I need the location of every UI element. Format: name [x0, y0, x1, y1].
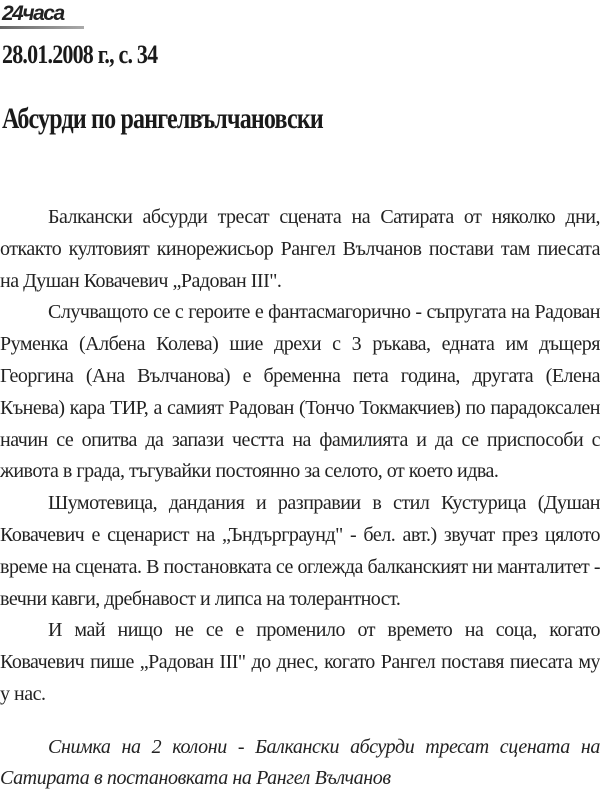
publication-date: 28.01.2008 г., с. 34 — [2, 39, 158, 69]
article-title: Абсурди по рангелвълчановски — [2, 103, 323, 136]
photo-caption — [0, 732, 600, 794]
logo-text: 24часа — [2, 2, 64, 25]
paragraph: И май нищо не се е променило от времето на соца, когато Ковачевич пише „Радован III" до днес, когато Рангел поставя пиесата му у нас. — [0, 619, 600, 705]
article-body — [0, 202, 600, 711]
paragraph: Балкански абсурди тресат сцената на Сатирата от няколко дни, откакто култовият кинорежисьор Рангел Вълчанов постави там пиесата на Душан Ковачевич „Радован III". — [0, 206, 600, 292]
paragraph: Случващото се с героите е фантасмагорично - съпругата на Радован Руменка (Албена Колева) шие дрехи с 3 ръкава, едната им дъщеря Георгина (Ана Вълчанова) е бременна пета година, другата (Елена Кънева) кара ТИР, а самият Радован (Тончо Токмакчиев) по парадоксален начин се опитва да запази честта на фамилията и да се приспособи с живота в града, тъгувайки постоянно за селото, от което идва. — [0, 301, 600, 483]
logo-underline — [0, 26, 84, 29]
caption-text: Снимка на 2 колони - Балкански абсурди тресат сцената на Сатирата в постановката на Рангел Вълчанов — [0, 736, 600, 789]
paragraph: Шумотевица, дандания и разправии в стил Кустурица (Душан Ковачевич е сценарист на „Ъндърграунд" - бел. авт.) звучат през цялото време на сцената. В постановката се оглежда балканският ни манталитет - вечни кавги, дребнавост и липса на толерантност. — [0, 492, 600, 610]
